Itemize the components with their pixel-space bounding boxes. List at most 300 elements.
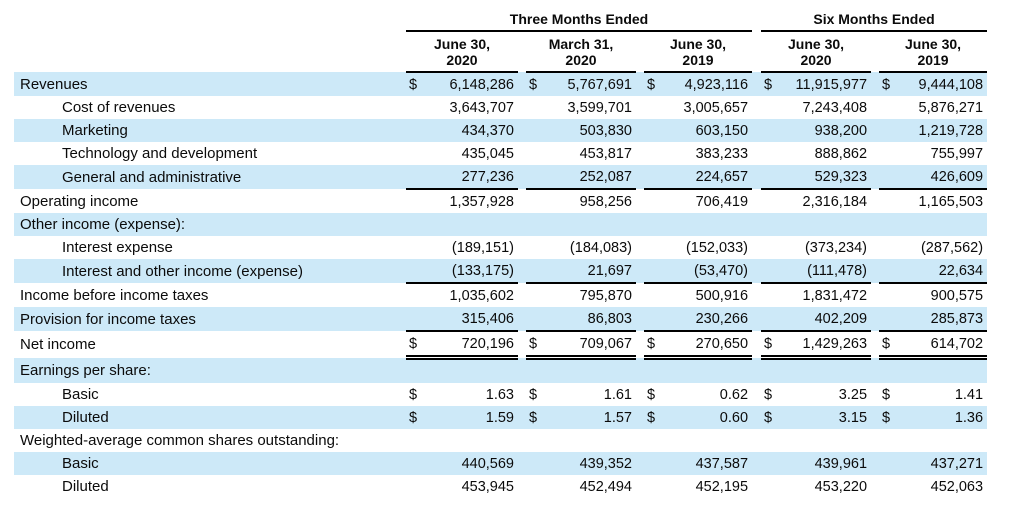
value-cell-inner	[644, 119, 752, 142]
value-cell	[761, 236, 871, 259]
table-row	[14, 72, 987, 96]
column-gap	[871, 429, 879, 452]
row-label: Basic	[14, 452, 398, 475]
table-row	[14, 119, 987, 142]
table-row	[14, 165, 987, 189]
value-cell	[879, 358, 987, 384]
value-cell-inner	[406, 475, 518, 498]
column-gap	[398, 452, 406, 475]
value-cell-inner	[406, 284, 518, 307]
column-gap	[518, 331, 526, 358]
value-text: (133,175)	[451, 262, 514, 279]
value-cell	[526, 96, 636, 119]
value-cell	[879, 475, 987, 498]
group-header-six-months: Six Months Ended	[761, 8, 987, 31]
column-gap	[636, 31, 644, 72]
column-gap	[518, 165, 526, 189]
column-gap	[518, 383, 526, 406]
value-cell	[644, 452, 752, 475]
value-cell-inner	[644, 332, 752, 355]
value-cell-inner	[526, 284, 636, 307]
value-cell	[761, 383, 871, 406]
value-cell-inner	[644, 213, 752, 236]
column-gap	[398, 213, 406, 236]
value-cell	[406, 283, 518, 307]
value-cell	[406, 72, 518, 96]
dollar-sign: $	[647, 76, 656, 93]
value-cell-inner	[644, 190, 752, 213]
value-cell	[644, 383, 752, 406]
dollar-sign: $	[647, 386, 656, 403]
value-text: 1,831,472	[802, 287, 868, 304]
value-cell-inner	[761, 360, 871, 383]
column-gap	[518, 259, 526, 283]
value-text: 439,352	[579, 455, 632, 472]
row-label: Technology and development	[62, 145, 258, 163]
value-cell-inner	[644, 429, 752, 452]
column-gap	[752, 189, 761, 213]
column-gap	[871, 165, 879, 189]
column-gap	[871, 283, 879, 307]
value-text: 383,233	[695, 145, 749, 162]
column-gap	[636, 331, 644, 358]
value-cell	[644, 331, 752, 358]
value-cell-inner	[406, 259, 518, 282]
period-column-header	[644, 31, 752, 72]
value-cell-inner	[526, 213, 636, 236]
value-cell	[761, 259, 871, 283]
value-cell-inner	[406, 190, 518, 213]
value-cell	[761, 475, 871, 498]
row-label: Provision for income taxes	[14, 307, 398, 331]
value-cell	[526, 331, 636, 358]
column-gap	[636, 213, 644, 236]
value-cell-inner	[879, 332, 987, 355]
value-cell-inner	[761, 383, 871, 406]
value-text: 435,045	[461, 145, 514, 162]
value-cell	[761, 358, 871, 384]
value-cell	[526, 119, 636, 142]
value-text: 3.15	[838, 409, 868, 426]
value-text: 3,599,701	[567, 99, 632, 116]
value-cell-inner	[644, 96, 752, 119]
value-cell	[526, 236, 636, 259]
value-cell	[761, 429, 871, 452]
table-header	[14, 8, 987, 72]
value-cell-inner	[644, 142, 752, 165]
period-date-line1: June 30,	[788, 36, 845, 52]
value-cell-inner	[879, 475, 987, 498]
value-cell	[879, 331, 987, 358]
column-gap	[398, 142, 406, 165]
value-cell-inner	[406, 73, 518, 96]
dollar-sign: $	[529, 335, 538, 352]
value-cell	[879, 213, 987, 236]
value-cell-inner	[644, 307, 752, 330]
value-cell-inner	[406, 406, 518, 429]
value-cell-inner	[879, 307, 987, 330]
value-text: 1.57	[603, 409, 632, 426]
row-label: Net income	[20, 335, 96, 353]
value-cell-inner	[879, 236, 987, 259]
period-date-line1: June 30,	[905, 36, 962, 52]
dollar-sign: $	[882, 409, 891, 426]
value-cell	[406, 213, 518, 236]
column-gap	[871, 72, 879, 96]
value-cell-inner	[879, 452, 987, 475]
value-cell-inner	[761, 73, 871, 96]
value-cell-inner	[761, 429, 871, 452]
column-gap	[636, 429, 644, 452]
value-cell	[761, 119, 871, 142]
value-text: 3,005,657	[683, 99, 749, 116]
column-gap	[636, 165, 644, 189]
value-cell-inner	[406, 332, 518, 355]
row-label: Diluted	[62, 478, 109, 496]
value-text: 720,196	[461, 335, 514, 352]
value-cell	[406, 165, 518, 189]
value-cell-inner	[879, 119, 987, 142]
value-cell	[644, 119, 752, 142]
value-cell	[526, 429, 636, 452]
column-gap	[871, 189, 879, 213]
value-cell-inner	[879, 383, 987, 406]
value-text: 7,243,408	[802, 99, 868, 116]
column-gap	[752, 452, 761, 475]
value-text: 3,643,707	[449, 99, 514, 116]
value-cell	[406, 119, 518, 142]
period-date-line1: June 30,	[433, 36, 491, 52]
value-cell-inner	[879, 213, 987, 236]
value-cell	[644, 236, 752, 259]
value-text: 452,063	[930, 478, 984, 495]
value-cell	[406, 475, 518, 498]
value-cell-inner	[761, 142, 871, 165]
column-gap	[636, 236, 644, 259]
value-cell	[879, 259, 987, 283]
value-cell-inner	[526, 142, 636, 165]
value-cell-inner	[644, 165, 752, 188]
value-cell	[406, 358, 518, 384]
column-gap	[398, 119, 406, 142]
column-gap	[636, 358, 644, 384]
column-gap	[752, 259, 761, 283]
row-label: Weighted-average common shares outstanding:	[20, 432, 340, 450]
value-text: 453,817	[579, 145, 632, 162]
value-text: 437,587	[695, 455, 749, 472]
value-text: 315,406	[461, 310, 514, 327]
value-text: 503,830	[579, 122, 632, 139]
value-text: 938,200	[814, 122, 868, 139]
table-row	[14, 142, 987, 165]
dollar-sign: $	[409, 409, 418, 426]
column-gap	[752, 142, 761, 165]
value-cell-inner	[644, 284, 752, 307]
column-gap	[518, 406, 526, 429]
value-text: 1,035,602	[449, 287, 514, 304]
value-cell	[526, 142, 636, 165]
column-gap	[871, 452, 879, 475]
column-gap	[518, 452, 526, 475]
period-date-line1: March 31,	[548, 36, 614, 52]
value-text: 453,220	[814, 478, 868, 495]
value-cell-inner	[879, 360, 987, 383]
group-header-row	[14, 8, 987, 31]
column-gap	[518, 475, 526, 498]
value-cell	[526, 213, 636, 236]
value-cell	[406, 406, 518, 429]
value-cell	[526, 72, 636, 96]
value-text: (373,234)	[804, 239, 868, 256]
dollar-sign: $	[764, 409, 773, 426]
value-cell-inner	[526, 475, 636, 498]
value-cell-inner	[526, 236, 636, 259]
column-gap	[398, 406, 406, 429]
table-row	[14, 331, 987, 358]
value-cell-inner	[879, 165, 987, 188]
date-header-row	[14, 31, 987, 72]
column-gap	[871, 406, 879, 429]
value-cell	[644, 307, 752, 331]
value-cell	[644, 283, 752, 307]
value-cell-inner	[406, 236, 518, 259]
column-gap	[398, 259, 406, 283]
value-cell-inner	[644, 475, 752, 498]
value-text: 706,419	[695, 193, 749, 210]
value-cell-inner	[406, 165, 518, 188]
row-label: General and administrative	[14, 165, 398, 189]
column-gap	[518, 213, 526, 236]
value-cell-inner	[879, 73, 987, 96]
column-gap	[752, 96, 761, 119]
value-text: 888,862	[814, 145, 868, 162]
value-text: 500,916	[695, 287, 749, 304]
value-cell	[644, 165, 752, 189]
value-cell	[879, 406, 987, 429]
value-cell	[644, 142, 752, 165]
value-cell	[761, 406, 871, 429]
value-cell-inner	[644, 360, 752, 383]
value-cell-inner	[644, 452, 752, 475]
row-label: Cost of revenues	[62, 99, 176, 117]
column-gap	[398, 31, 406, 72]
value-text: (53,470)	[694, 262, 749, 279]
value-cell-inner	[526, 165, 636, 188]
value-cell	[644, 475, 752, 498]
value-text: 252,087	[579, 168, 632, 185]
value-text: 402,209	[814, 310, 868, 327]
value-cell	[406, 331, 518, 358]
period-date-line2: 2019	[682, 52, 714, 69]
row-label: Operating income	[20, 192, 139, 210]
value-cell	[879, 72, 987, 96]
value-cell	[879, 236, 987, 259]
value-cell-inner	[761, 475, 871, 498]
value-text: 958,256	[579, 193, 632, 210]
period-date-line2: 2019	[917, 52, 949, 69]
value-text: 603,150	[695, 122, 749, 139]
value-cell-inner	[526, 383, 636, 406]
period-date-line2: 2020	[446, 52, 478, 69]
value-cell-inner	[526, 119, 636, 142]
value-text: 11,915,977	[795, 76, 868, 93]
column-gap	[752, 383, 761, 406]
value-cell-inner	[406, 142, 518, 165]
value-cell	[644, 96, 752, 119]
value-cell	[879, 383, 987, 406]
column-gap	[752, 429, 761, 452]
value-cell	[644, 358, 752, 384]
value-text: 426,609	[930, 168, 984, 185]
value-cell	[644, 189, 752, 213]
financial-table	[14, 8, 987, 498]
period-column-header	[406, 31, 518, 72]
row-label: Marketing	[14, 119, 398, 142]
period-date-line1: June 30,	[669, 36, 727, 52]
value-text: 1.61	[603, 386, 632, 403]
column-gap	[752, 475, 761, 498]
value-cell	[879, 283, 987, 307]
value-cell-inner	[879, 284, 987, 307]
table-row	[14, 358, 987, 384]
value-text: 6,148,286	[449, 76, 514, 93]
period-column-header	[526, 31, 636, 72]
column-gap	[752, 358, 761, 384]
column-gap	[871, 475, 879, 498]
value-text: 437,271	[930, 455, 984, 472]
column-gap	[871, 383, 879, 406]
table-row	[14, 429, 987, 452]
value-text: (287,562)	[920, 239, 984, 256]
column-gap	[398, 236, 406, 259]
value-text: 9,444,108	[918, 76, 984, 93]
column-gap	[636, 72, 644, 96]
value-cell	[406, 189, 518, 213]
value-cell-inner	[761, 213, 871, 236]
value-cell	[406, 236, 518, 259]
value-cell	[644, 72, 752, 96]
value-cell	[761, 307, 871, 331]
value-cell	[761, 165, 871, 189]
value-cell	[526, 307, 636, 331]
column-gap	[871, 358, 879, 384]
dollar-sign: $	[882, 335, 891, 352]
dollar-sign: $	[882, 386, 891, 403]
value-text: (111,478)	[807, 262, 868, 279]
column-gap	[752, 165, 761, 189]
column-gap	[636, 142, 644, 165]
value-cell	[761, 96, 871, 119]
dollar-sign: $	[409, 386, 418, 403]
value-cell	[761, 189, 871, 213]
value-text: 270,650	[695, 335, 749, 352]
value-cell	[879, 429, 987, 452]
column-gap	[752, 406, 761, 429]
value-text: (152,033)	[685, 239, 749, 256]
column-gap	[636, 406, 644, 429]
value-cell-inner	[406, 383, 518, 406]
group-header-three-months: Three Months Ended	[406, 8, 752, 31]
value-text: 614,702	[930, 335, 984, 352]
value-cell-inner	[644, 406, 752, 429]
column-gap	[871, 236, 879, 259]
column-gap	[518, 283, 526, 307]
dollar-sign: $	[409, 76, 418, 93]
column-gap	[398, 96, 406, 119]
value-text: 1.41	[954, 386, 984, 403]
value-cell	[644, 259, 752, 283]
column-gap	[518, 119, 526, 142]
value-cell-inner	[526, 190, 636, 213]
value-cell	[761, 331, 871, 358]
value-text: 285,873	[930, 310, 984, 327]
table-row	[14, 259, 987, 283]
row-label: Income before income taxes	[20, 286, 209, 304]
column-gap	[871, 331, 879, 358]
dollar-sign: $	[764, 76, 773, 93]
value-cell-inner	[761, 236, 871, 259]
value-text: 22,634	[938, 262, 984, 279]
value-text: (184,083)	[569, 239, 632, 256]
column-gap	[398, 358, 406, 384]
value-cell	[879, 307, 987, 331]
dollar-sign: $	[529, 409, 538, 426]
value-text: 453,945	[461, 478, 514, 495]
dollar-sign: $	[647, 335, 656, 352]
value-cell	[406, 383, 518, 406]
column-gap	[518, 358, 526, 384]
value-cell-inner	[526, 406, 636, 429]
value-cell-inner	[761, 452, 871, 475]
value-cell-inner	[406, 96, 518, 119]
value-text: 1,165,503	[918, 193, 984, 210]
column-gap	[518, 307, 526, 331]
value-cell-inner	[406, 360, 518, 383]
period-column-header	[879, 31, 987, 72]
column-gap	[871, 142, 879, 165]
value-text: 1,357,928	[449, 193, 514, 210]
value-text: (189,151)	[451, 239, 514, 256]
value-cell-inner	[526, 96, 636, 119]
dollar-sign: $	[764, 386, 773, 403]
column-gap	[871, 119, 879, 142]
value-text: 0.62	[719, 386, 749, 403]
value-cell	[879, 142, 987, 165]
value-text: 1.59	[485, 409, 514, 426]
column-gap	[398, 283, 406, 307]
row-label: Revenues	[14, 72, 398, 96]
row-label: Earnings per share:	[14, 358, 398, 384]
value-cell-inner	[526, 307, 636, 330]
value-cell-inner	[406, 213, 518, 236]
column-gap	[636, 283, 644, 307]
value-cell-inner	[644, 73, 752, 96]
value-text: 1,219,728	[918, 122, 984, 139]
value-cell	[406, 96, 518, 119]
value-cell-inner	[644, 383, 752, 406]
value-cell	[761, 142, 871, 165]
column-gap	[752, 307, 761, 331]
column-gap	[518, 96, 526, 119]
value-cell	[644, 429, 752, 452]
value-cell	[644, 406, 752, 429]
column-gap	[398, 331, 406, 358]
column-gap	[518, 31, 526, 72]
value-cell-inner	[526, 360, 636, 383]
column-gap	[752, 72, 761, 96]
column-gap	[636, 119, 644, 142]
value-text: 440,569	[461, 455, 514, 472]
